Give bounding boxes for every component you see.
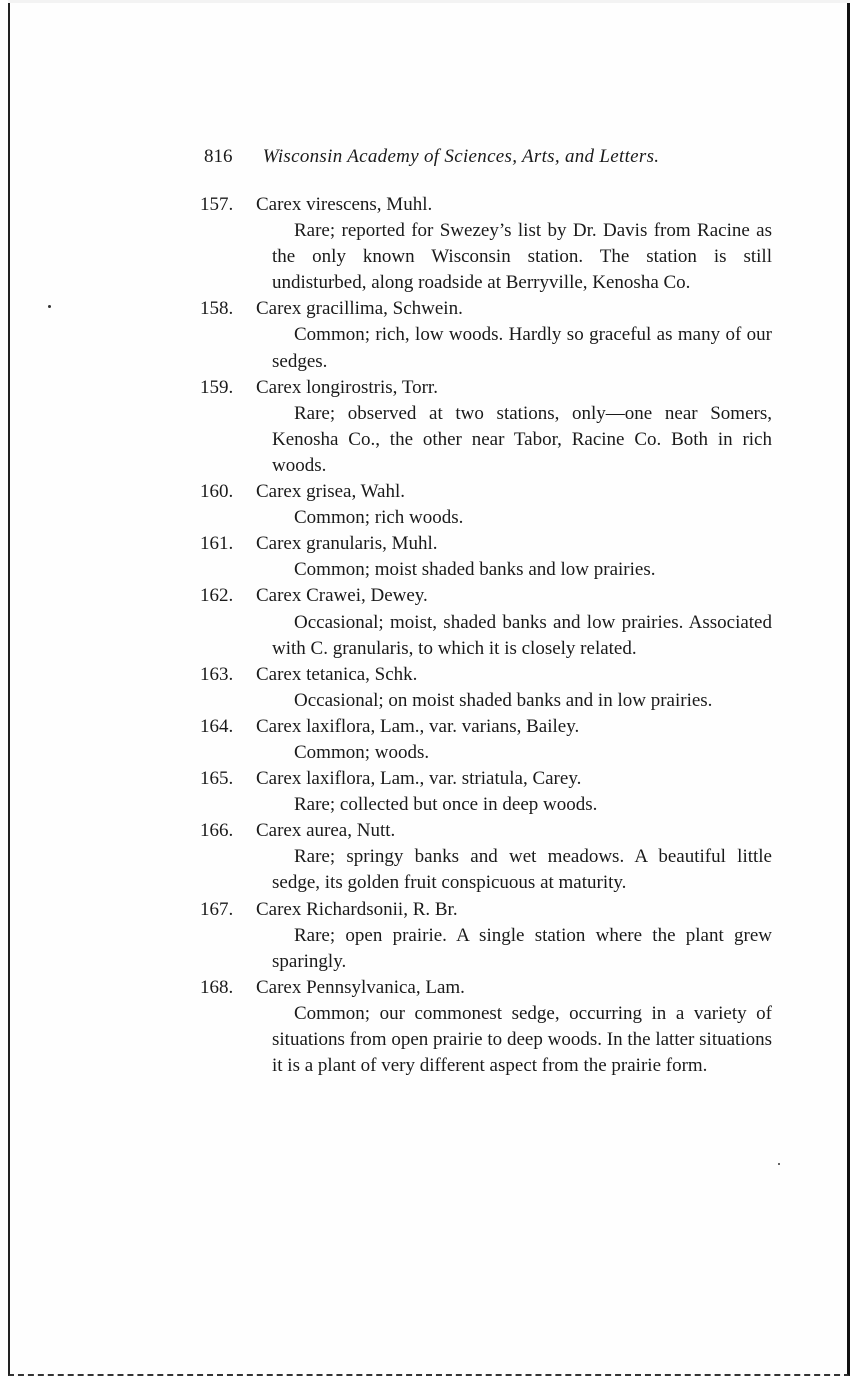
entry-number: 167.	[200, 898, 234, 920]
species-note: Common; rich, low woods. Hardly so graceful as many of our sedges.	[272, 324, 772, 372]
species-note: Rare; observed at two stations, only—one near Somers, Kenosha Co., the other near Tabor, Racine Co. Both in rich woods.	[272, 402, 772, 476]
scan-speck	[778, 1163, 780, 1165]
entry-number: 164.	[200, 715, 234, 737]
entry-number: 157.	[200, 194, 234, 215]
entry-number: 160.	[200, 481, 234, 503]
list-item	[200, 531, 780, 583]
page-number: 816	[204, 146, 233, 167]
species-note: Occasional; on moist shaded banks and in low prairies.	[294, 689, 713, 711]
species-name: Carex Richardsonii, R. Br.	[256, 898, 458, 920]
list-item	[200, 897, 780, 975]
species-name: Carex granularis, Muhl.	[256, 533, 438, 555]
list-item	[200, 766, 780, 818]
species-note: Rare; open prairie. A single station where the plant grew sparingly.	[272, 924, 772, 972]
species-name: Carex laxiflora, Lam., var. striatula, Carey.	[256, 768, 582, 790]
list-item	[200, 975, 780, 1079]
species-note: Common; woods.	[294, 741, 430, 763]
species-name: Carex longirostris, Torr.	[256, 376, 438, 398]
species-note: Common; our commonest sedge, occurring in a variety of situations from open prairie to deep woods. In the latter situations it is a plant of very different aspect from the prairie form.	[272, 1002, 772, 1077]
species-name: Carex gracillima, Schwein.	[256, 298, 463, 320]
list-item	[200, 818, 780, 896]
list-item	[200, 375, 780, 479]
species-name: Carex aurea, Nutt.	[256, 820, 396, 842]
list-item	[200, 662, 780, 714]
entry-number: 165.	[200, 768, 234, 790]
species-note: Occasional; moist, shaded banks and low prairies. Associated with C. granularis, to which it is closely related.	[272, 611, 772, 659]
species-note: Rare; reported for Swezey’s list by Dr. Davis from Racine as the only known Wisconsin station. The station is still undisturbed, along roadside at Berryville, Kenosha Co.	[272, 220, 772, 294]
entry-number: 161.	[200, 533, 234, 555]
species-name: Carex grisea, Wahl.	[256, 481, 406, 503]
species-note: Rare; collected but once in deep woods.	[294, 794, 598, 816]
list-item	[200, 714, 780, 766]
running-title: Wisconsin Academy of Sciences, Arts, and Letters.	[262, 146, 660, 167]
list-item	[200, 583, 780, 661]
entry-number: 166.	[200, 820, 234, 842]
list-item	[200, 296, 780, 374]
species-note: Common; rich woods.	[294, 507, 464, 529]
entry-number: 158.	[200, 298, 234, 320]
entry-number: 168.	[200, 976, 234, 998]
species-note: Rare; springy banks and wet meadows. A beautiful little sedge, its golden fruit conspicuous at maturity.	[272, 846, 772, 894]
page-header	[204, 146, 744, 168]
species-name: Carex Pennsylvanica, Lam.	[256, 976, 465, 998]
scan-edge	[8, 0, 850, 3]
entry-number: 159.	[200, 376, 234, 398]
species-note: Common; moist shaded banks and low prairies.	[294, 559, 656, 581]
scan-speck	[48, 305, 51, 308]
list-item	[200, 479, 780, 531]
entry-number: 163.	[200, 663, 234, 685]
entry-number: 162.	[200, 585, 234, 607]
species-name: Carex laxiflora, Lam., var. varians, Bailey.	[256, 715, 580, 737]
species-name: Carex virescens, Muhl.	[256, 194, 433, 215]
species-name: Carex Crawei, Dewey.	[256, 585, 428, 607]
species-list	[200, 192, 780, 1079]
list-item	[200, 192, 780, 296]
species-name: Carex tetanica, Schk.	[256, 663, 418, 685]
